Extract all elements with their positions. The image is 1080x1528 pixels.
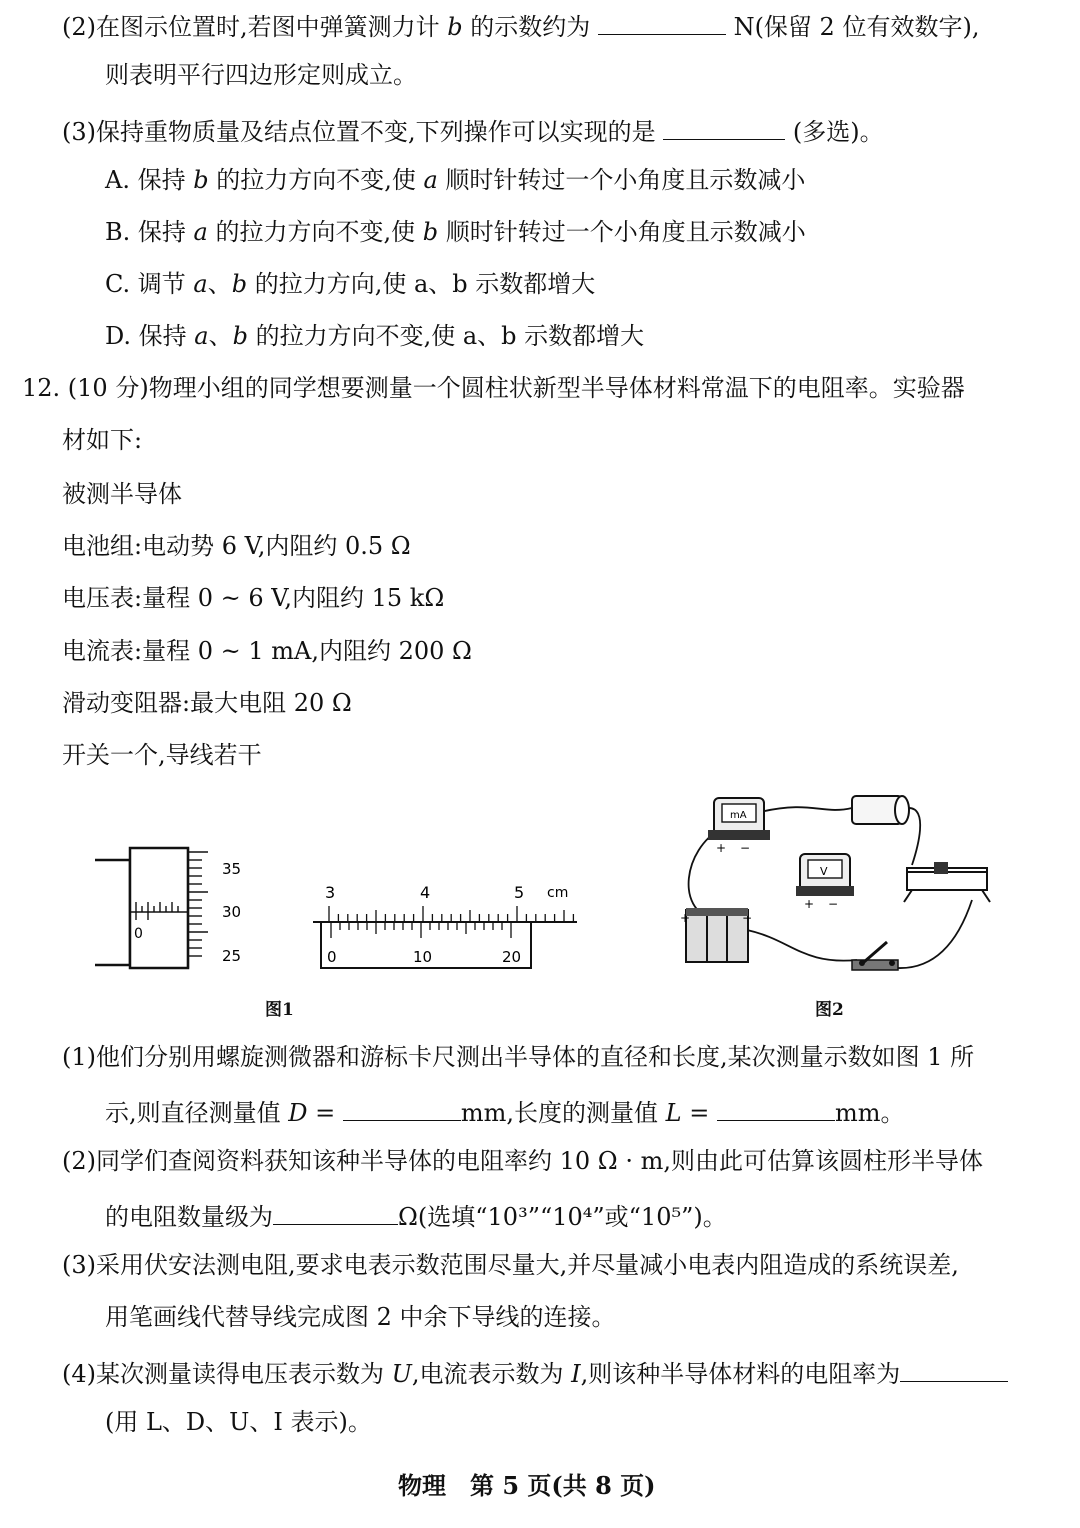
q12-part1-text-b: 示,则直径测量值	[105, 1099, 289, 1127]
option-c-pre: C. 调节	[105, 270, 194, 298]
caliper-figure	[305, 870, 590, 980]
voltmeter-label: V	[820, 865, 828, 878]
option-d-var1: a	[194, 322, 209, 350]
micrometer-label-35: 35	[222, 860, 242, 878]
q12-part4-line2: (用 L、D、U、I 表示)。	[105, 1408, 372, 1436]
option-c-var2: b	[231, 270, 248, 298]
q11-part2-var: b	[447, 13, 463, 41]
voltmeter-plus: +	[804, 897, 815, 911]
q12-part4-line1	[62, 1355, 1008, 1389]
circuit-figure	[672, 790, 1007, 990]
equipment-item: 电池组:电动势 6 V,内阻约 0.5 Ω	[62, 532, 411, 560]
ammeter-minus: −	[740, 841, 751, 855]
caliper-vernier-20: 20	[502, 948, 522, 966]
q12-part3-line2: 用笔画线代替导线完成图 2 中余下导线的连接。	[105, 1303, 616, 1331]
option-d-var2: b	[232, 322, 248, 350]
semiconductor-cylinder-icon	[852, 796, 909, 824]
q12-part1-text-f: mm。	[834, 1099, 905, 1127]
caliper-cm-5: 5	[514, 883, 525, 902]
q12-header: 12. (10 分)物理小组的同学想要测量一个圆柱状新型半导体材料常温下的电阻率。实验器	[22, 374, 965, 402]
q12-part2-line1: (2)同学们查阅资料获知该种半导体的电阻率约 10 Ω · m,则由此可估算该圆柱形半导体	[62, 1147, 983, 1175]
q11-option-d[interactable]	[105, 321, 644, 351]
ammeter-label: mA	[730, 810, 747, 821]
option-b-var1: a	[193, 218, 208, 246]
option-d-post: 的拉力方向不变,使 a、b 示数都增大	[247, 322, 645, 350]
q11-option-b[interactable]	[105, 217, 806, 247]
resistivity-answer-blank[interactable]	[900, 1355, 1008, 1382]
q12-part1-text-d: mm,长度的测量值	[460, 1099, 666, 1127]
equipment-item: 被测半导体	[62, 480, 182, 508]
q11-part3-text-a: (3)保持重物质量及结点位置不变,下列操作可以实现的是	[62, 118, 656, 146]
q11-part2-answer-blank[interactable]	[598, 8, 726, 35]
caliper-vernier-0: 0	[327, 948, 337, 966]
equipment-item: 电压表:量程 0 ~ 6 V,内阻约 15 kΩ	[62, 584, 445, 612]
option-d-pre: D. 保持	[105, 322, 195, 350]
page-footer: 物理 第 5 页(共 8 页)	[398, 1471, 656, 1500]
q11-part2-line1	[62, 8, 979, 42]
option-a-mid: 的拉力方向不变,使	[208, 166, 424, 194]
option-b-mid: 的拉力方向不变,使	[207, 218, 423, 246]
q12-part4-text-b: ,电流表示数为	[411, 1360, 572, 1388]
fig2-caption: 图2	[815, 1000, 844, 1020]
q12-part1-var-l: L	[665, 1099, 682, 1127]
q11-part3-line	[62, 113, 884, 147]
q12-part3-line1: (3)采用伏安法测电阻,要求电表示数范围尽量大,并尽量减小电表内阻造成的系统误差,	[62, 1251, 959, 1279]
q12-part1-line2	[105, 1094, 905, 1128]
option-d-mid: 、	[208, 322, 233, 350]
option-c-var1: a	[193, 270, 208, 298]
q12-part2-text-b: 的电阻数量级为	[105, 1203, 273, 1231]
q12-part1-eq2: =	[681, 1099, 717, 1127]
q12-part2-text-c: Ω(选填“10³”“10⁴”或“10⁵”)。	[398, 1203, 727, 1231]
option-c-post: 的拉力方向,使 a、b 示数都增大	[247, 270, 596, 298]
q11-part3-text-b: (多选)。	[792, 118, 884, 146]
option-a-var1: b	[193, 166, 209, 194]
q11-part2-text-a: (2)在图示位置时,若图中弹簧测力计	[62, 13, 440, 41]
micrometer-label-30: 30	[222, 903, 242, 921]
ammeter-plus: +	[716, 841, 727, 855]
battery-plus: +	[680, 911, 691, 925]
q12-part4-text-a: (4)某次测量读得电压表示数为	[62, 1360, 392, 1388]
micrometer-zero-label: 0	[134, 926, 143, 942]
q12-part2-line2	[105, 1198, 727, 1232]
caliper-cm-3: 3	[325, 883, 336, 902]
option-a-var2: a	[423, 166, 438, 194]
caliper-cm-4: 4	[420, 883, 431, 902]
q12-part4-text-c: ,则该种半导体材料的电阻率为	[580, 1360, 901, 1388]
ammeter-icon	[708, 798, 770, 840]
voltmeter-minus: −	[828, 897, 839, 911]
q12-part1-var-d: D	[288, 1099, 308, 1127]
q11-part2-text-c: N(保留 2 位有效数字),	[733, 13, 980, 41]
caliper-vernier-10: 10	[413, 948, 433, 966]
q11-part2-text-b: 的示数约为	[470, 13, 591, 41]
equipment-item: 滑动变阻器:最大电阻 20 Ω	[62, 689, 352, 717]
rheostat-icon	[904, 862, 990, 902]
micrometer-figure	[90, 840, 260, 975]
fig1-caption: 图1	[265, 1000, 294, 1020]
option-b-var2: b	[422, 218, 439, 246]
diameter-answer-blank[interactable]	[343, 1094, 461, 1121]
equipment-item: 开关一个,导线若干	[62, 741, 262, 769]
q12-part4-var-u: U	[391, 1360, 412, 1388]
option-b-post: 顺时针转过一个小角度且示数减小	[438, 218, 806, 246]
q11-part3-answer-blank[interactable]	[663, 113, 785, 140]
option-a-pre: A. 保持	[105, 166, 194, 194]
q11-option-c[interactable]	[105, 269, 595, 299]
q12-part4-var-i: I	[571, 1360, 581, 1388]
switch-icon	[852, 942, 898, 970]
length-answer-blank[interactable]	[717, 1094, 835, 1121]
q11-part2-line2: 则表明平行四边形定则成立。	[105, 61, 417, 89]
option-c-mid: 、	[207, 270, 232, 298]
q12-header-line2: 材如下:	[62, 426, 143, 454]
option-b-pre: B. 保持	[105, 218, 194, 246]
q12-part1-eq1: =	[307, 1099, 343, 1127]
micrometer-label-25: 25	[222, 947, 242, 965]
equipment-item: 电流表:量程 0 ~ 1 mA,内阻约 200 Ω	[62, 637, 472, 665]
q11-option-a[interactable]	[105, 165, 805, 195]
q12-part1-line1: (1)他们分别用螺旋测微器和游标卡尺测出半导体的直径和长度,某次测量示数如图 1 所	[62, 1043, 975, 1071]
battery-icon	[686, 908, 748, 962]
magnitude-answer-blank[interactable]	[273, 1198, 398, 1225]
option-a-post: 顺时针转过一个小角度且示数减小	[437, 166, 806, 194]
voltmeter-icon	[796, 854, 854, 896]
battery-minus: −	[742, 911, 753, 925]
caliper-unit: cm	[547, 885, 569, 901]
